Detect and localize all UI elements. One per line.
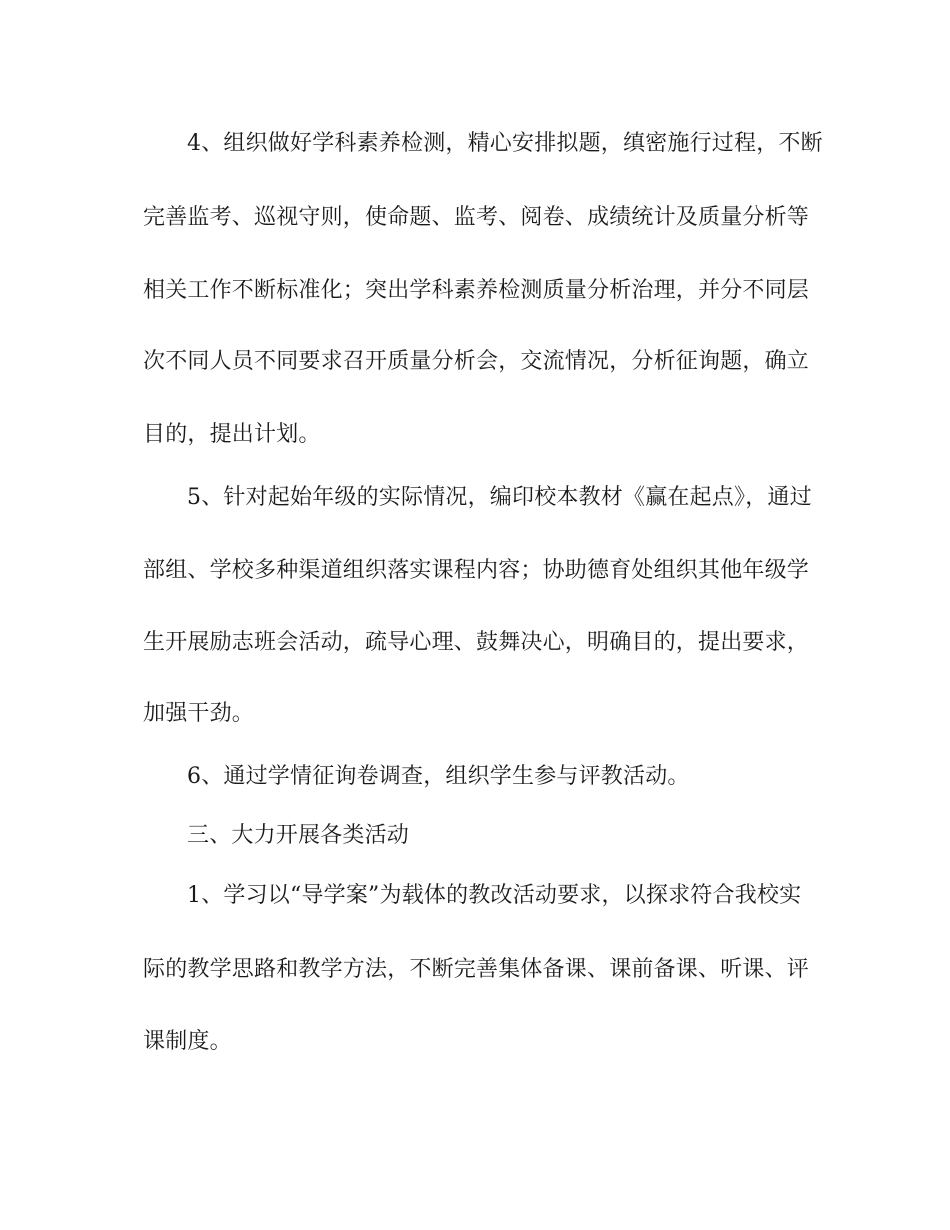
paragraph-4-line-4: 次不同人员不同要求召开质量分析会，交流情况，分析征询题，确立 xyxy=(143,349,810,374)
paragraph-5-line-3: 生开展励志班会活动，疏导心理、鼓舞决心，明确目的，提出要求， xyxy=(143,630,810,655)
paragraph-5-line-4: 加强干劲。 xyxy=(143,701,255,726)
section-heading-3: 三、大力开展各类活动 xyxy=(187,823,410,848)
paragraph-4-line-5: 目的，提出计划。 xyxy=(143,422,321,447)
paragraph-4-line-1: 4、组织做好学科素养检测，精心安排拟题，缜密施行过程，不断 xyxy=(187,131,823,156)
paragraph-5-line-1: 5、针对起始年级的实际情况，编印校本教材《赢在起点》，通过 xyxy=(187,485,812,510)
paragraph-5-line-2: 部组、学校多种渠道组织落实课程内容；协助德育处组织其他年级学 xyxy=(143,558,810,583)
paragraph-1-line-3: 课制度。 xyxy=(143,1029,232,1054)
paragraph-4-line-2: 完善监考、巡视守则，使命题、监考、阅卷、成绩统计及质量分析等 xyxy=(143,205,810,230)
paragraph-6-line-1: 6、通过学情征询卷调查，组织学生参与评教活动。 xyxy=(187,764,690,789)
paragraph-1-line-1: 1、学习以“导学案”为载体的教改活动要求，以探求符合我校实 xyxy=(187,883,802,908)
paragraph-4-line-3: 相关工作不断标准化；突出学科素养检测质量分析治理，并分不同层 xyxy=(143,278,810,303)
paragraph-1-line-2: 际的教学思路和教学方法，不断完善集体备课、课前备课、听课、评 xyxy=(143,957,810,982)
